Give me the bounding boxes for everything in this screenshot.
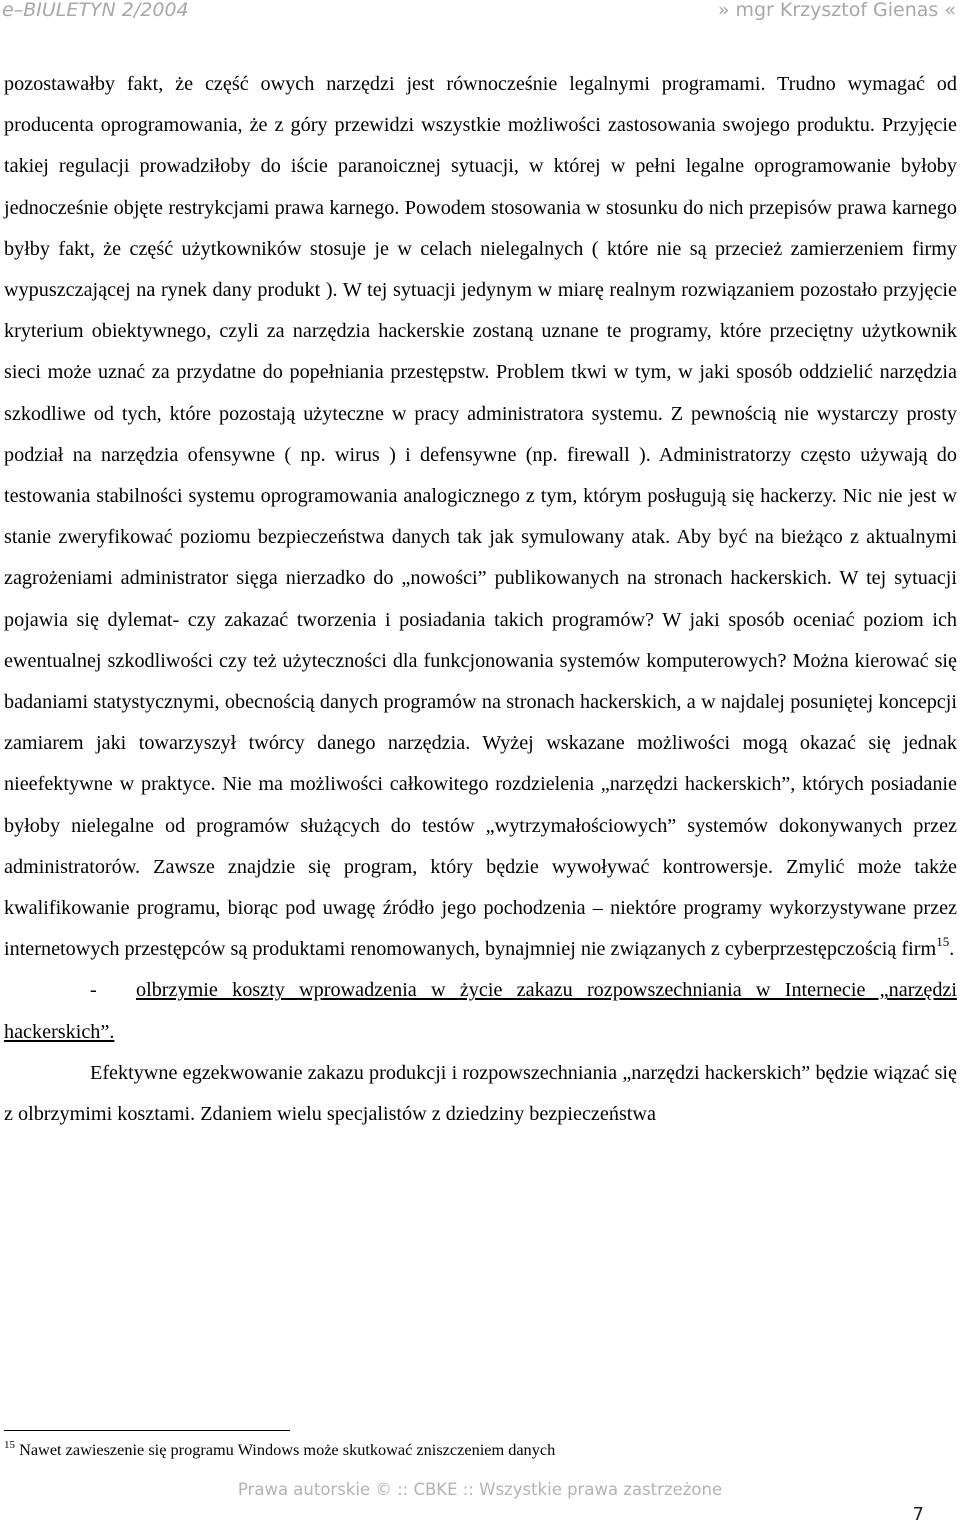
paragraph: Efektywne egzekwowanie zakazu produkcji i rozpowszechniania „narzędzi hackerskich” będzie wiązać się z olbrzymimi kosztami. Zdaniem wielu specjalistów z dziedziny bezpieczeństwa [4, 1061, 957, 1126]
bullet-text: olbrzymie koszty wprowadzenia w życie zakazu rozpowszechniania w Internecie „narzędzi hackerskich”. [4, 979, 957, 1043]
footnote [4, 1440, 555, 1460]
bulletin-title: e–BIULETYN 2/2004 [2, 0, 189, 21]
footnote-text: Nawet zawieszenie się programu Windows może skutkować zniszczeniem danych [19, 1440, 556, 1459]
copyright-footer: Prawa autorskie © :: CBKE :: Wszystkie prawa zastrzeżone [237, 1480, 723, 1499]
paragraph-end: . [949, 938, 955, 961]
bullet-dash: - [90, 979, 97, 1002]
document-body [4, 64, 957, 1135]
footnote-number: 15 [4, 1439, 15, 1451]
footnote-reference[interactable]: 15 [936, 934, 950, 950]
author-name: » mgr Krzysztof Gienas « [717, 0, 956, 21]
page-header [0, 0, 960, 22]
page-number: 7 [912, 1504, 924, 1525]
bullet-item [4, 970, 957, 1052]
paragraph [4, 64, 957, 970]
paragraph-text: pozostawałby fakt, że część owych narzędzi jest równocześnie legalnymi programami. Trudno wymagać od producenta oprogramowania, że z góry przewidzi wszystkie możliwości zastosowania swojego produktu. Przyjęcie takiej regulacji prowadziłoby do iście paranoicznej sytuacji, w której w pełni legalne oprogramowanie byłoby jednocześnie objęte restrykcjami prawa karnego. Powodem stosowania w stosunku do nich przepisów prawa karnego byłby fakt, że część użytkowników stosuje je w celach nielegalnych ( które nie są przecież zamierzeniem firmy wypuszczającej na rynek dany produkt ). W tej sytuacji jedynym w miarę realnym rozwiązaniem pozostało przyjęcie kryterium obiektywnego, czyli za narzędzia hackerskie zostaną uznane te programy, które przeciętny użytkownik sieci może uznać za przydatne do popełniania przestępstw. Problem tkwi w tym, w jaki sposób oddzielić narzędzia szkodliwe od tych, które pozostają użyteczne w pracy administratora systemu. Z pewnością nie wystarczy prosty podział na narzędzia ofensywne ( np. wirus ) i defensywne (np. firewall ). Administratorzy często używają do testowania stabilności systemu oprogramowania analogicznego z tym, którym posługują się hackerzy. Nic nie jest w stanie zweryfikować poziomu bezpieczeństwa danych tak jak symulowany atak. Aby być na bieżąco z aktualnymi zagrożeniami administrator sięga nierzadko do „nowości” publikowanych na stronach hackerskich. W tej sytuacji pojawia się dylemat- czy zakazać tworzenia i posiadania takich programów? W jaki sposób oceniać poziom ich ewentualnej szkodliwości czy też użyteczności dla funkcjonowania systemów komputerowych? Można kierować się badaniami statystycznymi, obecnością danych programów na stronach hackerskich, a w najdalej posuniętej koncepcji zamiarem jaki towarzyszył twórcy danego narzędzia. Wyżej wskazane możliwości mogą okazać się jednak nieefektywne w praktyce. Nie ma możliwości całkowitego rozdzielenia „narzędzi hackerskich”, których posiadanie byłoby nielegalne od programów służących do testów „wytrzymałościowych” systemów dokonywanych przez administratorów. Zawsze znajdzie się program, który będzie wywoływać kontrowersje. Zmylić może także kwalifikowanie programu, biorąc pod uwagę źródło jego pochodzenia – niektóre programy wykorzystywane przez internetowych przestępców są produktami renomowanych, bynajmniej nie związanych z cyberprzestępczością firm [4, 73, 957, 961]
footnote-divider [4, 1430, 290, 1431]
